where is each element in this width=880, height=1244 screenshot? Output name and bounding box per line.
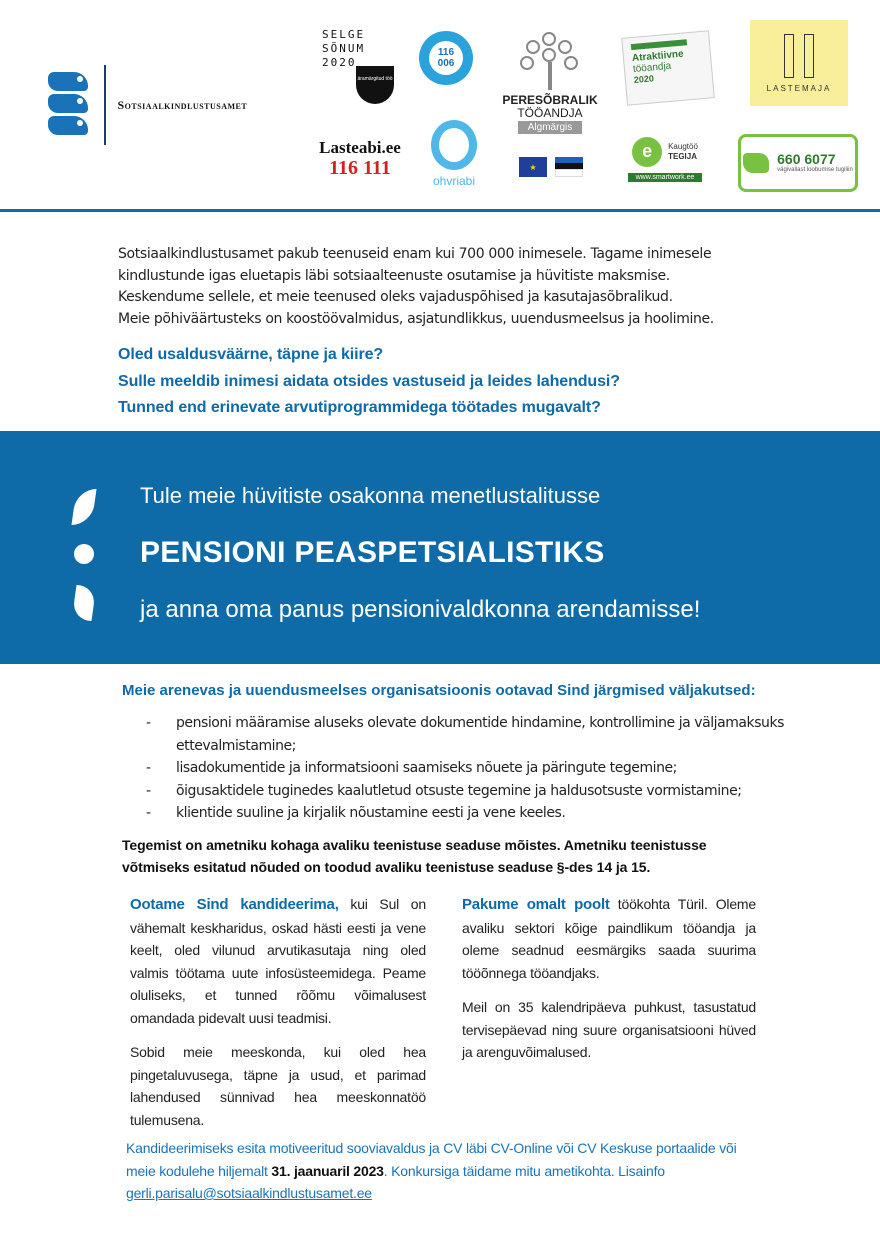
selge-line-3: 2020 xyxy=(322,56,357,69)
kaugtoo-line-1: Kaugtöö xyxy=(668,141,698,151)
quote-mark-bottom-icon xyxy=(71,585,96,621)
eu-flag-icon: ★ xyxy=(519,157,547,177)
intro-line: Meie põhiväärtusteks on koostöövalmidus, asjatundlikkus, uuendusmeelsus ja hoolimine. xyxy=(118,310,714,327)
offer-lead: Pakume omalt poolt xyxy=(462,896,610,913)
civil-service-note: Tegemist on ametniku kohaga avaliku teenistuse seaduse mõistes. Ametniku teenistusse võtmiseks esitatud nõuded on toodud avaliku teenistuse seaduse §-des 14 ja 15. xyxy=(122,837,707,875)
challenges-list xyxy=(146,712,786,825)
kriisitelefon-logo xyxy=(418,28,474,88)
tugiliin-logo xyxy=(738,134,858,192)
footer-text-start: Kandideerimiseks esita motiveeritud sooviavaldus ja CV läbi CV-Online või CV Keskuse portaalide või meie kodulehe hiljemalt xyxy=(126,1140,737,1179)
peresobralik-logo xyxy=(502,26,598,140)
selge-line-1: SELGE xyxy=(322,28,366,41)
tree-icon xyxy=(520,32,580,92)
atraktiivne-logo xyxy=(620,30,716,106)
offer-column xyxy=(462,893,756,1076)
estonian-flag-icon xyxy=(555,157,583,177)
questions xyxy=(118,342,620,422)
lastemaja-logo xyxy=(750,20,848,106)
list-item: - klientide suuline ja kirjalik nõustamine eesti ja vene keeles. xyxy=(146,802,786,825)
selge-sonum-logo xyxy=(318,26,398,118)
application-info xyxy=(126,1137,766,1205)
ohvriabi-label: ohvriabi xyxy=(432,174,476,188)
tugiliin-sub: vägivallast loobumise tugiliin xyxy=(777,167,853,173)
position-title: PENSIONI PEASPETSIALISTIKS xyxy=(140,536,605,569)
atrak-line-3: 2020 xyxy=(633,73,655,85)
quote-dot-icon xyxy=(74,544,94,564)
pere-line-2: TÖÖANDJA xyxy=(517,106,583,120)
lasteabi-line-1: Lasteabi.ee xyxy=(319,138,401,157)
tugiliin-number: 660 6077 xyxy=(777,151,836,167)
coat-of-arms-icon xyxy=(48,72,92,138)
benefits-paragraph: Meil on 35 kalendripäeva puhkust, tasustatud tervisepäevad ning suure organisatsiooni hüved ja arenguvõimalused. xyxy=(462,999,756,1060)
kaugtoo-logo xyxy=(624,130,706,188)
header-divider xyxy=(0,209,880,212)
kaugtoo-banner: www.smartwork.ee xyxy=(628,173,703,182)
list-item: - pensioni määramise aluseks olevate dokumentide hindamine, kontrollimine ja väljamaksuks ettevalmistamine; xyxy=(146,712,786,757)
ohvriabi-ring-icon xyxy=(431,120,477,170)
atrak-line-1: Atraktiivne xyxy=(631,48,685,65)
offer-paragraph xyxy=(462,893,756,984)
requirements-paragraph xyxy=(130,893,426,1029)
org-name: Sotsiaalkindlustusamet xyxy=(117,97,248,112)
intro-line: kindlustunde igas eluetapis läbi sotsiaalteenuste osutamise ja hüvitiste maksmise. xyxy=(118,267,670,284)
eu-flags-logo xyxy=(516,150,586,184)
team-paragraph: Sobid meie meeskonda, kui oled hea pingetaluvusega, täpne ja usud, et parimad lahendused sünnivad hea meeskonnatöö tulemusena. xyxy=(130,1044,426,1128)
lasteabi-line-2: 116 111 xyxy=(329,157,391,179)
challenges-title: Meie arenevas ja uuendusmeelses organisatsioonis ootavad Sind järgmised väljakutsed: xyxy=(122,682,756,699)
kaugtoo-letter: e xyxy=(632,137,662,167)
requirements-lead: Ootame Sind kandideerima, xyxy=(130,896,339,913)
hands-icon xyxy=(743,153,769,173)
position-banner xyxy=(0,431,880,664)
atrak-line-2: tööandja xyxy=(632,60,672,76)
logo-divider xyxy=(104,65,106,145)
list-item: - õigusaktidele tuginedes kaalutletud otsuste tegemine ja haldusotsuste vormistamine; xyxy=(146,780,786,803)
selge-badge: äramärgitud töö xyxy=(357,76,393,82)
footer-text-end: . Konkursiga täidame mitu ametikohta. Lisainfo xyxy=(383,1162,665,1179)
list-item: - lisadokumentide ja informatsiooni saamiseks nõuete ja päringute tegemine; xyxy=(146,757,786,780)
deadline-date: 31. jaanuaril 2023 xyxy=(271,1162,384,1179)
intro-line: Keskendume sellele, et meie teenused oleks vajaduspõhised ja kasutajasõbralikud. xyxy=(118,289,673,305)
kriis-number-top: 116 xyxy=(437,47,455,58)
banner-outro: ja anna oma panus pensionivaldkonna arendamisse! xyxy=(140,596,701,623)
lasteabi-logo xyxy=(320,132,400,186)
question: Tunned end erinevate arvutiprogrammidega töötades mugavalt? xyxy=(118,399,601,416)
org-logo[interactable] xyxy=(48,62,288,148)
quote-mark-top-icon xyxy=(71,489,96,525)
banner-intro: Tule meie hüvitiste osakonna menetlustalitusse xyxy=(140,483,601,508)
question: Sulle meeldib inimesi aidata otsides vastuseid ja leides lahendusi? xyxy=(118,372,620,390)
kaugtoo-line-2: TEGIJA xyxy=(668,151,697,161)
header xyxy=(0,0,880,212)
intro-text xyxy=(118,244,768,330)
pere-line-3: Algmärgis xyxy=(518,121,582,134)
requirements-column xyxy=(130,893,426,1143)
selge-line-2: SÕNUM xyxy=(322,42,366,55)
requirements-text: kui Sul on vähemalt keskharidus, oskad hästi eesti ja vene keelt, oled vilunud arvutikasutaja ning oled valmis töötama uute infosüsteemidega. Peame oluliseks, et tunned rõõmu võimalusest omandada pidevalt uusi teadmisi. xyxy=(130,896,426,1026)
kriis-number-bottom: 006 xyxy=(437,58,455,69)
contact-email-link[interactable]: gerli.parisalu@sotsiaalkindlustusamet.ee xyxy=(126,1185,372,1201)
offer-text: töökohta Türil. Oleme avaliku sektori kõige paindlikum tööandja ja oleme seadnud eesmärgiks saada suurima tööõnnega tööandjaks. xyxy=(462,896,756,981)
ohvriabi-logo xyxy=(424,116,484,192)
question: Oled usaldusväärne, täpne ja kiire? xyxy=(118,346,384,363)
lastemaja-label: LASTEMAJA xyxy=(766,83,832,93)
pere-line-1: PERESÕBRALIK xyxy=(502,93,598,107)
intro-line: Sotsiaalkindlustusamet pakub teenuseid enam kui 700 000 inimesele. Tagame inimesele xyxy=(118,246,712,262)
